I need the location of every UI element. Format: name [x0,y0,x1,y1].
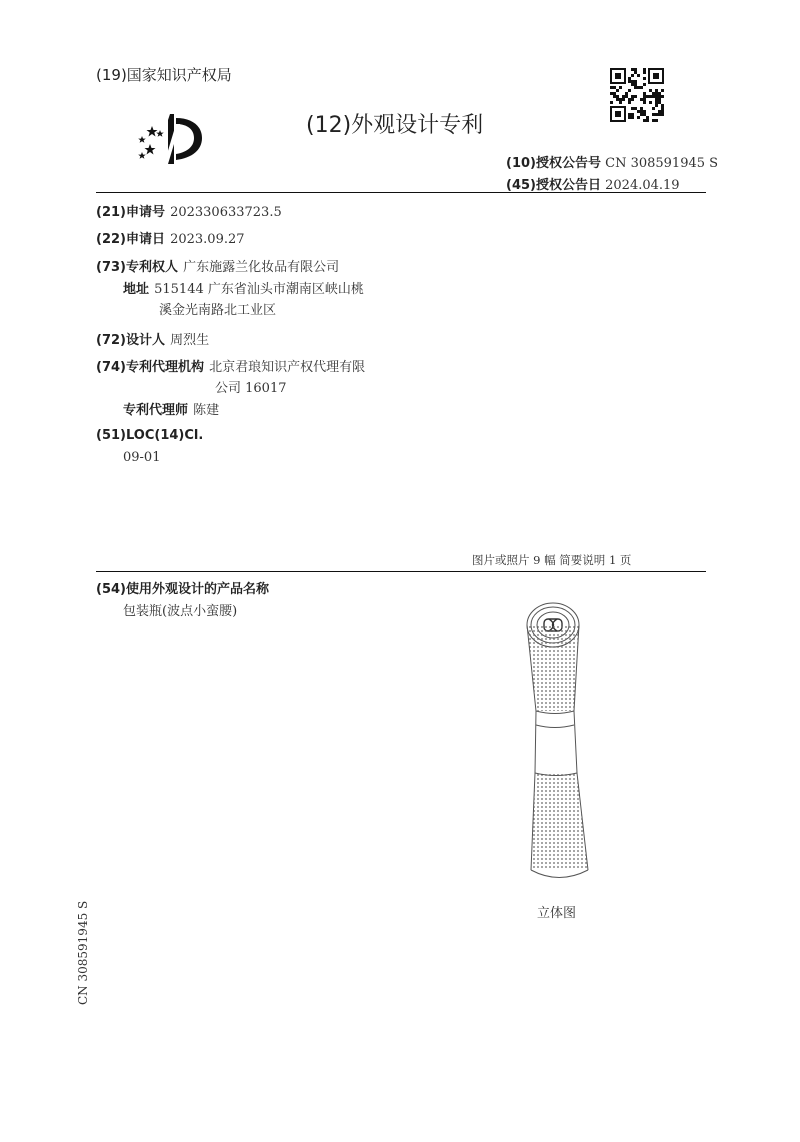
designer-label: (72)设计人 [96,333,165,348]
loc-classification-label: (51)LOC(14)Cl. [96,428,204,443]
application-number-row [96,201,282,220]
application-date-label: (22)申请日 [96,232,165,247]
grant-date-row [506,174,680,193]
agency-line-1: 北京君琅知识产权代理有限 [209,360,366,375]
address-label: 地址 [123,282,150,297]
address-row [123,278,364,297]
agency-label: (74)专利代理机构 [96,360,204,375]
patentee: 广东施露兰化妆品有限公司 [183,260,340,275]
summary-line: 图片或照片 9 幅 简要说明 1 页 [472,553,632,567]
product-name-label: (54)使用外观设计的产品名称 [96,582,269,597]
address-line-2: 溪金光南路北工业区 [159,303,277,318]
application-number: 202330633723.5 [170,205,282,220]
cnipa-logo-icon [130,110,210,170]
view-caption: 立体图 [537,906,577,921]
application-date-row [96,228,245,247]
agency-row [96,356,365,375]
bottle-perspective-drawing [500,585,620,890]
agent-label: 专利代理师 [123,403,189,418]
agency-line-2: 公司 16017 [215,381,287,396]
agent-row [123,399,219,418]
loc-classification-value: 09-01 [123,450,161,465]
grant-date-label: (45)授权公告日 [506,178,601,193]
patentee-row [96,256,339,275]
section-divider [96,571,706,572]
designer: 周烈生 [170,333,210,348]
application-number-label: (21)申请号 [96,205,165,220]
designer-row [96,329,209,348]
product-name: 包装瓶(波点小蛮腰) [123,604,238,619]
grant-number-row [506,152,718,171]
document-type: (12)外观设计专利 [306,113,484,138]
header-divider [96,192,706,193]
address-line-1: 515144 广东省汕头市潮南区峡山桃 [154,282,364,297]
office-name: (19)国家知识产权局 [96,66,232,84]
patentee-label: (73)专利权人 [96,260,178,275]
grant-number-label: (10)授权公告号 [506,156,601,171]
qr-code-icon [610,68,664,122]
grant-date: 2024.04.19 [605,178,680,193]
agent: 陈建 [193,403,220,418]
grant-number: CN 308591945 S [605,156,719,171]
application-date: 2023.09.27 [170,232,245,247]
side-patent-number: CN 308591945 S [76,900,90,1005]
